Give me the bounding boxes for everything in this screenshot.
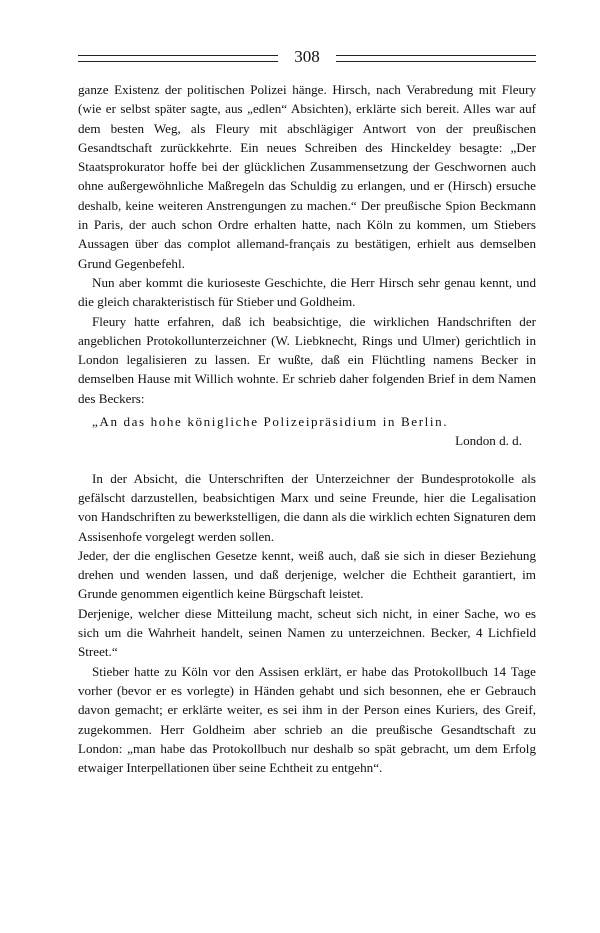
letter-paragraph-1: In der Absicht, die Unterschriften der Unterzeichner der Bundesprotokolle als gefälscht darzustellen, beabsichtigen Marx und seine Freunde, hier die Legalisation von Handschriften zu bewerkstelligen, die dann als die wirklich echten Signaturen dem Assisenhofe vorgelegt werden sollen. bbox=[78, 470, 536, 544]
header-rule-right bbox=[336, 55, 536, 62]
paragraph-3: Fleury hatte erfahren, daß ich beabsichtige, die wirklichen Handschriften der angeblichen Protokollunterzeichner (W. Liebknecht, Rings und Ulmer) gerichtlich in London legalisieren zu lassen. Er wußte, daß ein Flüchtling namens Becker in demselben Hause mit Willich wohnte. Er schrieb daher folgenden Brief in dem Namen des Beckers: bbox=[78, 313, 536, 406]
paragraph-1: ganze Existenz der politischen Polizei hänge. Hirsch, nach Verabredung mit Fleury (wie er selbst später sagte, aus „edlen“ Absichten), erklärte sich bereit. Alles war auf dem besten Weg, als Fleury mit abschlägiger Antwort von der preußischen Gesandtschaft zurückkehrte. Ein neues Schreiben des Hinckeldey besagte: „Der Staatsprokurator hoffe bei der glücklichen Zusammensetzung der Geschwornen auch ohne außergewöhnliche Maßregeln das Schuldig zu erlangen, und er (Hirsch) ersuche deshalb, keine weiteren Anstrengungen zu machen.“ Der preußische Spion Beckmann in Paris, der auch schon Ordre erhalten hatte, nach Köln zu kommen, um Stiebers Aussagen über das complot allemand-français zu bestätigen, erhielt aus demselben Grund Gegenbefehl. bbox=[78, 82, 536, 271]
page-header bbox=[78, 48, 536, 68]
paragraph-2: Nun aber kommt die kurioseste Geschichte, die Herr Hirsch sehr genau kennt, und die gleich charakteristisch für Stieber und Goldheim. bbox=[78, 274, 536, 310]
paragraph-4: Stieber hatte zu Köln vor den Assisen erklärt, er habe das Protokollbuch 14 Tage vorher (bevor er es vorlegte) in Händen gehabt und sich besonnen, ehe er Gebrauch davon gemacht; er erklärte weiter, es sei ihm in der Person eines Kuriers, des Greif, zugekommen. Herr Goldheim aber schrieb an die preußische Gesandtschaft zu London: „man habe das Protokollbuch nur deshalb so spät gebracht, um dem Erfolg etwaiger Interpellationen über seine Echtheit zu entgehn“. bbox=[78, 663, 536, 776]
body-text bbox=[78, 80, 536, 777]
letter-paragraph-2: Jeder, der die englischen Gesetze kennt, weiß auch, daß sie sich in dieser Beziehung drehen und wenden lassen, und daß derjenige, welcher die Echtheit garantiert, im Grunde genommen eigentlich keine Bürgschaft leistet. bbox=[78, 547, 536, 602]
page-number: 308 bbox=[294, 47, 320, 66]
letter-place: London d. d. bbox=[455, 433, 522, 449]
letter-paragraph-3: Derjenige, welcher diese Mitteilung macht, scheut sich nicht, in einer Sache, wo es sich um die Wahrheit handelt, seinen Namen zu unterzeichnen. Becker, 4 Lichfield Street.“ bbox=[78, 605, 536, 660]
letter-heading: „An das hohe königliche Polizeipräsidium in Berlin. bbox=[92, 414, 449, 430]
